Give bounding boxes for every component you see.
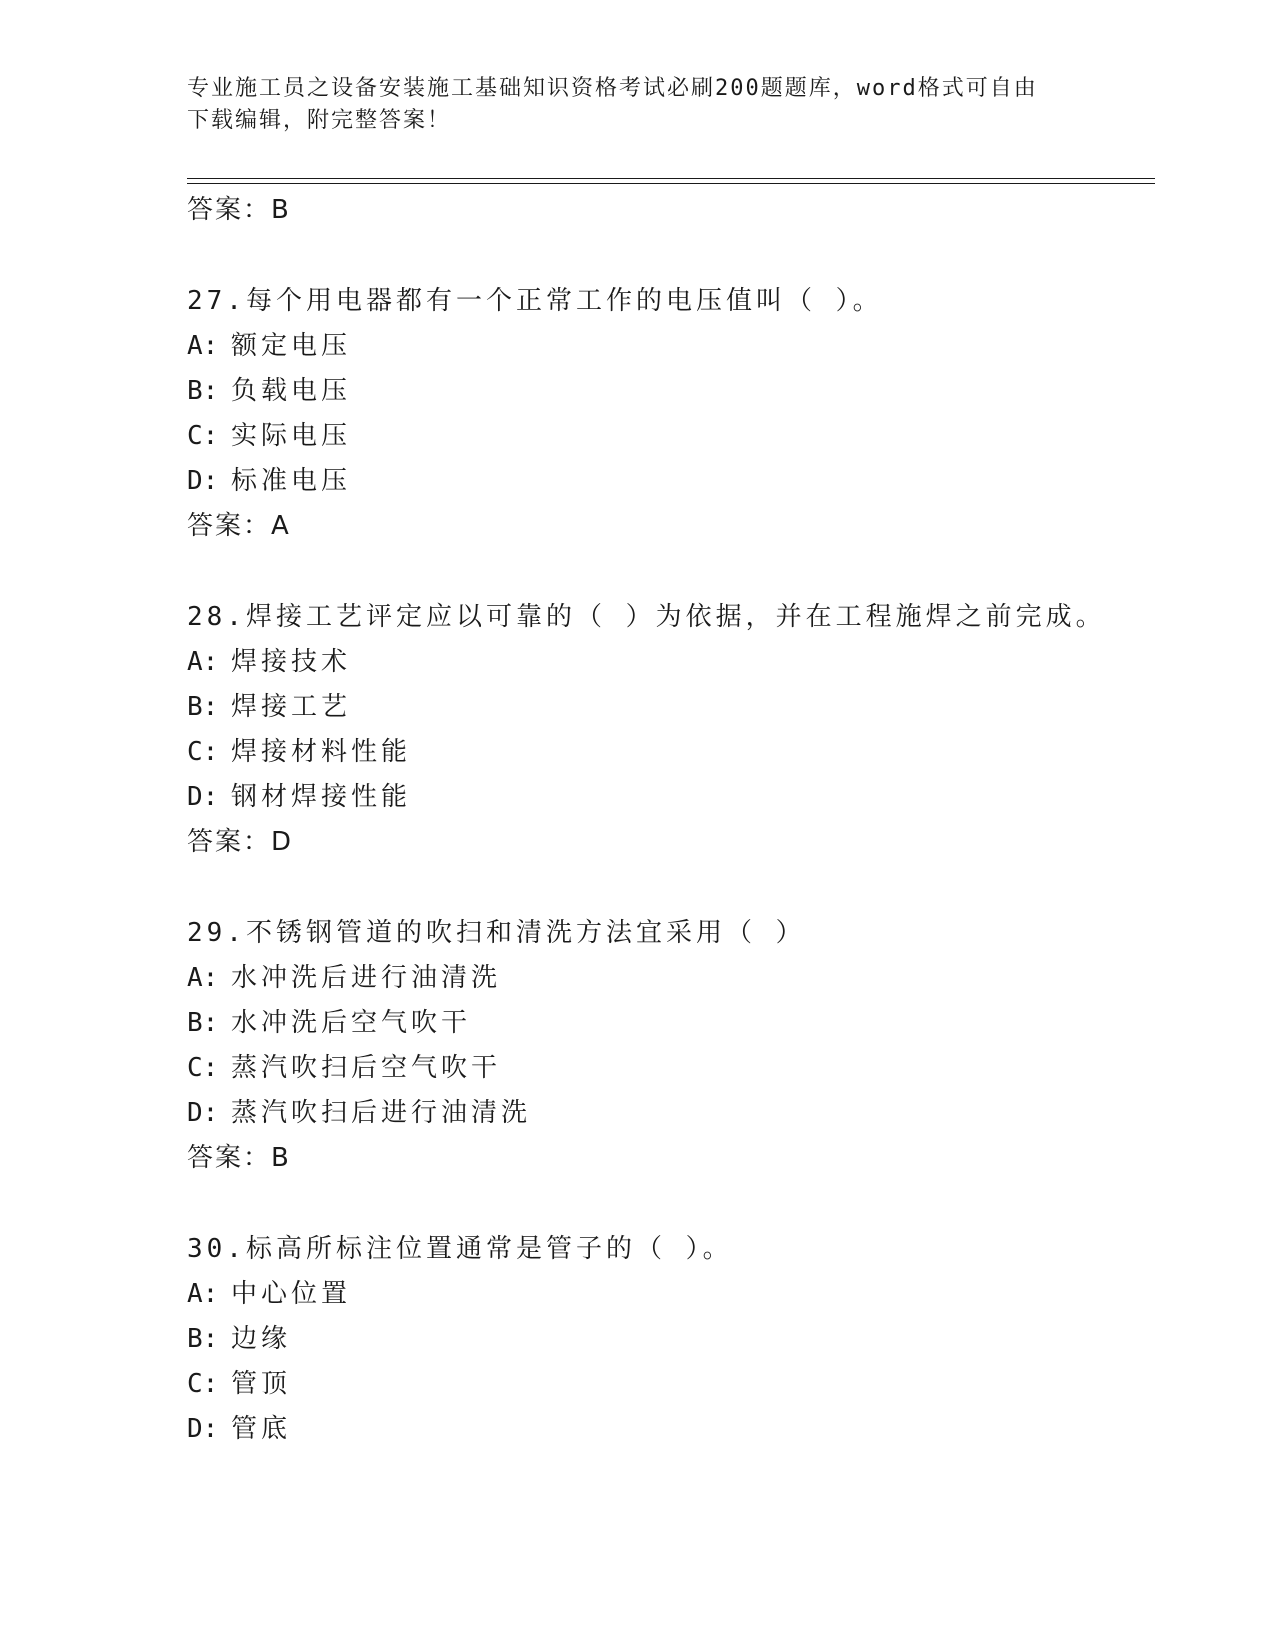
option-d (187, 775, 1147, 820)
option-c (187, 414, 1147, 459)
question-stem: 28.焊接工艺评定应以可靠的（ ）为依据，并在工程施焊之前完成。 (187, 602, 1106, 632)
option-a (187, 324, 1147, 369)
option-letter: B: (187, 376, 219, 406)
option-text: 实际电压 (231, 421, 352, 451)
option-c (187, 1362, 1147, 1407)
answer-line: 答案：A (187, 511, 291, 541)
question-stem: 30.标高所标注位置通常是管子的（ ）。 (187, 1234, 733, 1264)
answer-line: 答案：B (187, 1143, 291, 1173)
option-letter: C: (187, 1369, 219, 1399)
answer-line: 答案：B (187, 195, 291, 225)
option-text: 水冲洗后空气吹干 (231, 1008, 472, 1038)
header-double-rule (187, 178, 1155, 184)
question-27 (187, 279, 1147, 549)
question-30 (187, 1227, 1147, 1452)
option-a (187, 1272, 1147, 1317)
spacer (187, 865, 1147, 911)
option-text: 钢材焊接性能 (231, 782, 412, 812)
option-letter: D: (187, 1098, 219, 1128)
option-letter: B: (187, 1324, 219, 1354)
question-29 (187, 911, 1147, 1181)
option-letter: C: (187, 737, 219, 767)
option-text: 管底 (231, 1414, 292, 1444)
option-b (187, 685, 1147, 730)
option-c (187, 1046, 1147, 1091)
option-a (187, 640, 1147, 685)
spacer (187, 233, 1147, 279)
question-stem: 29.不锈钢管道的吹扫和清洗方法宜采用（ ） (187, 918, 806, 948)
document-header (187, 73, 1067, 137)
spacer (187, 549, 1147, 595)
option-text: 边缘 (231, 1324, 292, 1354)
header-title-line-2: 下载编辑，附完整答案！ (187, 108, 452, 133)
option-text: 标准电压 (231, 466, 352, 496)
option-a (187, 956, 1147, 1001)
answer-line: 答案：D (187, 827, 294, 857)
option-letter: A: (187, 331, 219, 361)
option-letter: B: (187, 1008, 219, 1038)
option-text: 焊接材料性能 (231, 737, 412, 767)
option-letter: A: (187, 647, 219, 677)
option-text: 管顶 (231, 1369, 292, 1399)
option-b (187, 1317, 1147, 1362)
option-text: 焊接工艺 (231, 692, 352, 722)
option-letter: A: (187, 1279, 219, 1309)
option-text: 蒸汽吹扫后进行油清洗 (231, 1098, 532, 1128)
option-letter: A: (187, 963, 219, 993)
option-text: 蒸汽吹扫后空气吹干 (231, 1053, 502, 1083)
option-letter: B: (187, 692, 219, 722)
option-d (187, 1091, 1147, 1136)
option-d (187, 459, 1147, 504)
spacer (187, 1181, 1147, 1227)
option-letter: C: (187, 1053, 219, 1083)
option-letter: C: (187, 421, 219, 451)
header-title-line-1: 专业施工员之设备安装施工基础知识资格考试必刷200题题库，word格式可自由 (187, 76, 1038, 101)
option-letter: D: (187, 782, 219, 812)
option-letter: D: (187, 466, 219, 496)
option-c (187, 730, 1147, 775)
option-text: 负载电压 (231, 376, 352, 406)
option-text: 中心位置 (231, 1279, 352, 1309)
question-28 (187, 595, 1147, 865)
option-b (187, 1001, 1147, 1046)
question-list (187, 188, 1147, 1452)
option-text: 额定电压 (231, 331, 352, 361)
option-d (187, 1407, 1147, 1452)
question-stem: 27.每个用电器都有一个正常工作的电压值叫（ ）。 (187, 286, 883, 316)
option-letter: D: (187, 1414, 219, 1444)
option-text: 水冲洗后进行油清洗 (231, 963, 502, 993)
option-text: 焊接技术 (231, 647, 352, 677)
option-b (187, 369, 1147, 414)
